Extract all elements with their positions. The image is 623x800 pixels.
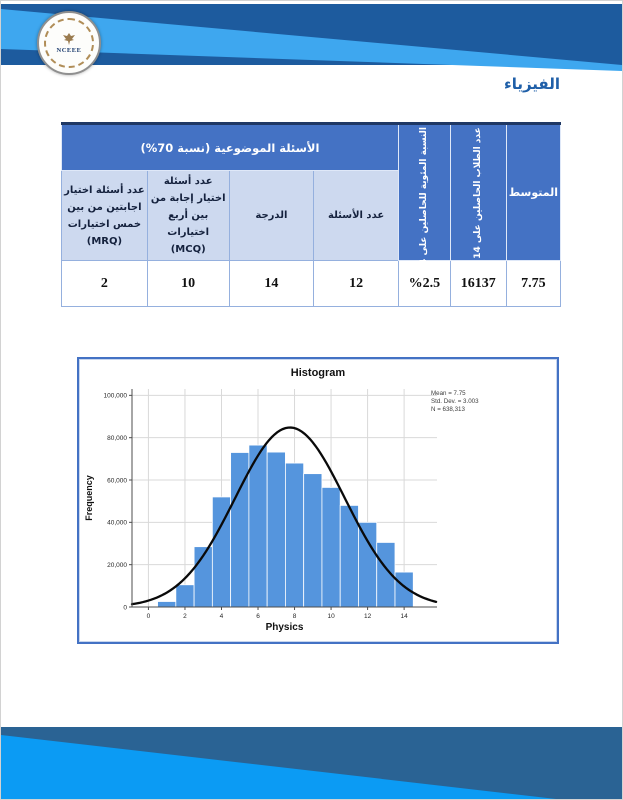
- histogram-bar: [395, 572, 413, 607]
- histogram-bar: [322, 487, 340, 607]
- histogram-bar: [249, 445, 267, 607]
- chart-title: Histogram: [290, 367, 346, 379]
- value-num-questions: 12: [314, 261, 399, 307]
- value-mrq: 2: [62, 261, 148, 307]
- col-header-percent-on-14-label: النسبة المئوية للحاصلين على 14: [419, 126, 430, 271]
- eagle-icon: [61, 32, 77, 46]
- stats-annotation: Mean = 7.75: [431, 390, 466, 397]
- x-tick-label: 12: [363, 613, 372, 620]
- x-tick-label: 4: [219, 613, 224, 620]
- results-table: [61, 122, 561, 307]
- col-header-students-on-14: [450, 124, 506, 261]
- x-tick-label: 8: [292, 613, 297, 620]
- y-tick-label: 20,000: [107, 561, 127, 569]
- table-row: [62, 261, 561, 307]
- histogram-bar: [176, 585, 194, 607]
- y-tick-label: 0: [123, 604, 127, 612]
- stats-annotation: Std. Dev. = 3.003: [431, 398, 479, 405]
- nceee-logo: [37, 11, 101, 75]
- y-tick-label: 40,000: [107, 519, 127, 527]
- value-students-on-14: 16137: [450, 261, 506, 307]
- logo-seal-ring: [44, 18, 94, 68]
- histogram-svg: [79, 359, 557, 642]
- y-tick-label: 100,000: [103, 392, 127, 400]
- col-header-percent-on-14: [398, 124, 450, 271]
- histogram-bar: [158, 601, 176, 607]
- histogram-bar: [358, 522, 376, 607]
- x-tick-label: 14: [400, 613, 408, 620]
- col-header-average: [506, 124, 560, 261]
- y-axis-label: Frequency: [84, 475, 94, 521]
- x-tick-label: 10: [327, 613, 335, 620]
- col-header-mcq: عدد أسئلة اختيار إجابة من بين أربع اختيارات (MCQ): [147, 171, 229, 261]
- x-tick-label: 6: [256, 613, 260, 620]
- footer-ribbon: [1, 727, 622, 799]
- histogram-bar: [285, 463, 303, 607]
- value-grade: 14: [229, 261, 314, 307]
- y-tick-label: 60,000: [107, 477, 127, 485]
- x-axis-label: Physics: [265, 622, 304, 633]
- value-average: 7.75: [506, 261, 560, 307]
- logo-text: NCEEE: [56, 47, 82, 54]
- histogram-chart: [77, 357, 559, 644]
- x-tick-label: 0: [146, 613, 151, 620]
- histogram-bar: [304, 474, 322, 607]
- page-title: الفيزياء: [504, 75, 560, 93]
- col-header-mrq: عدد أسئلة اختيار اجابتين من بين خمس اختيارات (MRQ): [62, 171, 148, 261]
- value-mcq: 10: [147, 261, 229, 307]
- histogram-bar: [267, 452, 285, 607]
- col-header-average-label: المتوسط: [508, 186, 558, 199]
- objective-questions-header: الأسئلة الموضوعية (نسبة 70%): [62, 124, 399, 171]
- col-header-grade: الدرجة: [229, 171, 314, 261]
- x-tick-label: 2: [183, 613, 187, 620]
- value-percent-on-14: %2.5: [398, 261, 450, 307]
- col-header-students-on-14-label: عدد الطلاب الحاصلين على 14: [473, 126, 484, 259]
- y-tick-label: 80,000: [107, 434, 127, 442]
- header-ribbon: [1, 1, 622, 73]
- stats-annotation: N = 638,313: [431, 406, 465, 413]
- col-header-num-questions: عدد الأسئلة: [314, 171, 399, 261]
